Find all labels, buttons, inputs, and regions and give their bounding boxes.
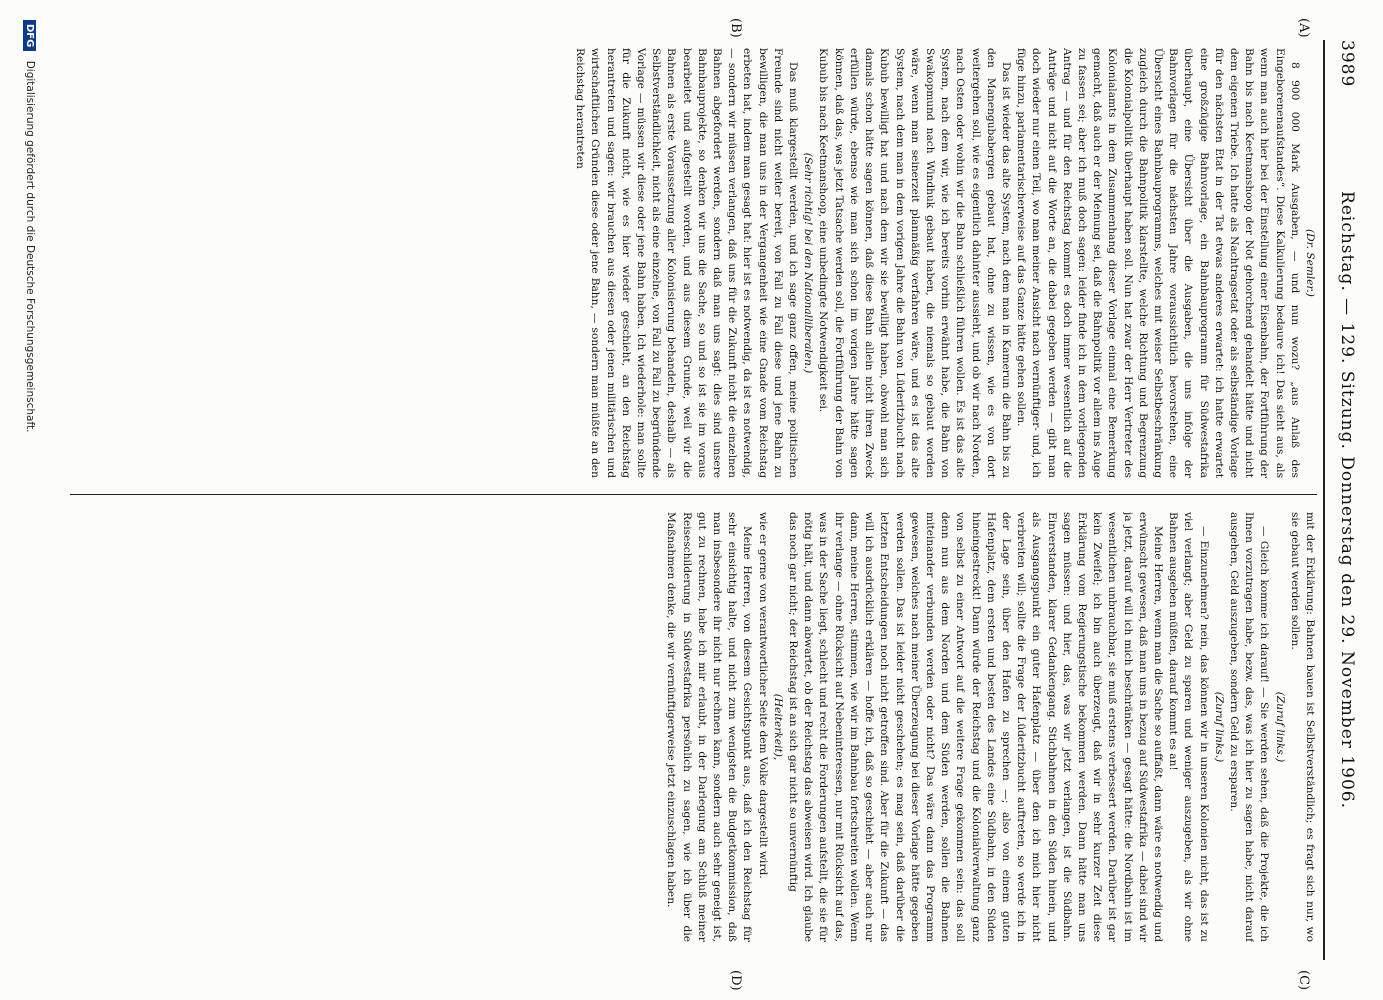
margin-marker-d: (D) [728, 970, 743, 991]
paragraph: Meine Herren, wenn man die Sache so auffaßt, dann wäre es notwendig und erwünscht gewesen, daß man uns in bezug auf Südwestafrika — dabei sind wir ja jetzt, darauf will ich mich beschränken — gesagt hätte: die Nordbahn ist im wesentlichen unbrauchbar, sie muß erstens verbessert werden. Darüber ist gar kein Zweifel; ich bin auch überzeugt, daß wir in sehr kurzer Zeit diese Erklärung vom Regierungstische bekommen werden. Dann hätte man uns sagen müssen: und hier, das, was wir jetzt verlangen, ist die Südbahn. Einverstanden, klarer Gedankengang. Stichbahnen in den Süden hinein, und als Ausgangspunkt ein guter Hafenplatz — über den ich mich hier nicht verbreiten will; sollte die Frage der Lüderitzbucht auftreten, so werde ich in der Lage sein, über den Hafen zu sprechen —; also von einem guten Hafenplatz, dem ersten und besten des Landes eine Südbahn, in den Süden hineingestreckt! Dann würde der Reichstag und die Kolonialverwaltung ganz von selbst zu einer Antwort auf die weitere Frage gekommen sein: das soll denn nun aus dem Norden und dem Süden werden, sollen die Bahnen miteinander verbunden werden oder nicht? Das wäre dann das Programm gewesen, welches nach meiner Überzeugung bei dieser Vorlage hätte gegeben werden sollen. Das ist leider nicht geschehen; es mag sein, daß darüber die letzten Entscheidungen noch nicht getroffen sind. Aber für die Zukunft — das will ich ausdrücklich erklären — hoffe ich, daß so geschieht — aber auch nur dann, meine Herren, stimmen, wie wir im Bahnbau fortschreiten wollen. Wenn ihr verlange — ohne Rücksicht auf Nebeninteressen, nur mit Rücksicht auf das, was in der Sache liegt, schlecht und recht die Forderungen aufstellt, die sie für nötig hält, und dann abwartet, ob der Reichstag das abweisen wird. Ich glaube das noch gar nicht; der Reichstag ist an sich gar nicht so unvernünftig [787, 512, 1164, 942]
interjection: (Sehr richtig! bei den Nationalliberalen.) [802, 152, 815, 374]
page-title: Reichstag. — 129. Sitzung. Donnerstag den 29. November 1906. [1337, 191, 1357, 809]
paragraph: — Gleich komme ich darauf! — Sie werden sehen, daß die Projekte, die ich Ihnen vorzutragen habe, bezw. das, was ich hier zu sagen habe, nicht darauf ausgehen, Geld auszugeben, sondern Geld zu ersparen. [1227, 512, 1271, 942]
margin-marker-c: (C) [1296, 970, 1311, 991]
paragraph: — Einzunehmen? nein, das können wir in unseren Kolonien nicht, das ist zu viel verlangt; aber Geld zu sparen und weniger auszugeben, als wir ohne Bahnen ausgeben müßten, darauf kommt es an! [1167, 512, 1210, 942]
page-header [1331, 40, 1363, 960]
page-number: 3989 [1337, 40, 1357, 88]
margin-marker-b: (B) [728, 18, 743, 38]
paragraph: Das ist wieder das alte System, nach dem man in Kamerun die Bahn bis zu den Manengubabergen gebaut hat, ohne zu wissen, wie es von dort weitergehen soll, wie es eigentlich dahinter aussieht, und ob wir nach Norden, nach Osten oder wohin wir die Bahn schließlich führen wollen. Es ist das alte System, nach dem wir, wie ich bereits vorhin erwähnt habe, die Bahn von Swakopmund nach Windhuk gebaut haben, die niemals so gebaut worden wäre, wenn man seinerzeit planmäßig verfahren wäre, und es ist das alte System, nach dem man in dem vorigen Jahre die Bahn von Lüderitzbucht nach Kubub bewilligt hat und nach dem wir sie bewilligt haben, obwohl man sich damals schon hätte sagen können, daß diese Bahn allein nicht ihren Zweck erfüllen würde, ebenso wie man sich schon im vorigen Jahre hätte sagen können, daß das, was jetzt Tatsache werden soll, die Fortführung der Bahn von Kubub bis nach Keetmanshoop, eine unbedingte Notwendigkeit sei. [817, 48, 1012, 478]
interjection: (Zuruf links.) [1273, 691, 1286, 763]
header-rule [1323, 40, 1325, 960]
column-divider [70, 494, 1317, 495]
right-column [70, 512, 1317, 942]
paragraph: Das muß klargestellt werden, und ich sage ganz offen, meine politischen Freunde sind nicht weiter bereit, von Fall zu Fall diese und jene Bahn zu bewilligen, die man uns in der Vergangenheit wie eine Gnade vom Reichstag erbeten hat, indem man gesagt hat: hier ist es notwendig, da ist es notwendig, — sondern wir müssen verlangen, daß uns für die Zukunft nicht die einzelnen Bahnen abgefordert werden, sondern daß man uns sagt: dies sind unsere Bahnbauprojekte, so denken wir uns die Sache, so und so ist sie im voraus bearbeitet und aufgestellt worden, und aus diesem Grunde, weil wir die Bahnen als erste Voraussetzung aller Kolonisierung behandeln, deshalb — als Selbstverständlichkeit, nicht als eine einzelne, von Fall zu Fall zu begründende Vorlage — müssen wir diese oder jene Bahn haben. Ich wiederhole: man sollte für die Zukunft nicht, wie es hier wieder geschieht, an den Reichstag herantreten und sagen: wir brauchen aus diesen oder jenen militärischen und wirtschaftlichen Gründen diese oder jene Bahn, — sondern man müßte an den Reichstag herantreten [574, 48, 800, 478]
left-column [70, 48, 1317, 478]
speaker-label: (Dr. Semler.) [1304, 229, 1316, 297]
interjection: (Zuruf links.) [1212, 691, 1225, 763]
digitization-note: Digitalisierung gefördert durch die Deutsche Forschungsgemeinschaft. [24, 60, 36, 433]
paragraph: mit der Erklärung: Bahnen bauen ist Selbstverständlich; es fragt sich nur, wo sie gebaut werden sollen. [1288, 512, 1316, 942]
paragraph: Meine Herren, von diesem Gesichtspunkt aus, daß ich den Reichstag für sehr einsichtig halte, und nicht zum wenigsten die Budgetkommission, daß man insbesondere ihr nicht nur rechnen kann, sondern auch sehr geneigt ist, gut zu rechnen, habe ich mir erlaubt, in der Darlegung am Schluß meiner Reiseschilderung in Südwestafrika persönlich zu sagen, wie ich über die Maßnahmen denke, die wir vernünftigerweise jetzt einzuschlagen haben. [665, 512, 754, 942]
margin-marker-a: (A) [1296, 18, 1311, 38]
dfg-logo: DFG [23, 20, 36, 51]
paragraph: wie er gerne von verantwortlicher Seite dem Volke dargestellt wird. [756, 512, 769, 879]
paragraph: 8 900 000 Mark Ausgaben, — und nun wozu? „aus Anlaß des Eingeborenenaufstandes“. Diese Kalkulierung bedaure ich! Das sieht aus, als wenn man auch hier bei der Einstellung einer Eisenbahn, der Fortführung der Bahn bis nach Keetmanshoop der Not gehorchend gehandelt hätte und nicht dem eigenen Triebe. Ich hatte als Nachtragsetat oder als selbständige Vorlage für den nächsten Etat in der Tat etwas anderes erwartet: ich hatte erwartet eine großzügige Bahnvorlage, ein Bahnbauprogramm für Südwestafrika überhaupt, eine Übersicht über die Ausgaben, die uns infolge der Bahnvorlagen für die nächsten Jahre voraussichtlich bevorstehen, eine Übersicht eines Bahnbauprogramms, welches mit weiser Selbstbeschränkung zugleich durch die Bahnpolitik klarstellte, welche Richtung und Begrenzung die Kolonialpolitik überhaupt haben soll. Nun hat zwar der Herr Vertreter des Kolonialamts in dem Zusammenhang dieser Vorlage einmal eine Bemerkung gemacht, daß auch er der Meinung sei, daß die Bahnpolitik vor allem ins Auge zu fassen sei; aber ich muß doch sagen: leider finde ich in dem vorliegenden Antrag — und für den Reichstag kommt es doch immer wesentlich auf die Anträge und nicht auf die Worte an, die dabei gegeben werden — gibt man doch wieder nur einen Teil, wo man meiner Ansicht nach vernünftiger- und, ich füge hinzu, parlamentarischerweise auf das Ganze hätte gehen sollen. [1015, 48, 1301, 478]
interjection: (Heiterkeit), [771, 693, 784, 761]
footer-credit [12, 20, 36, 980]
